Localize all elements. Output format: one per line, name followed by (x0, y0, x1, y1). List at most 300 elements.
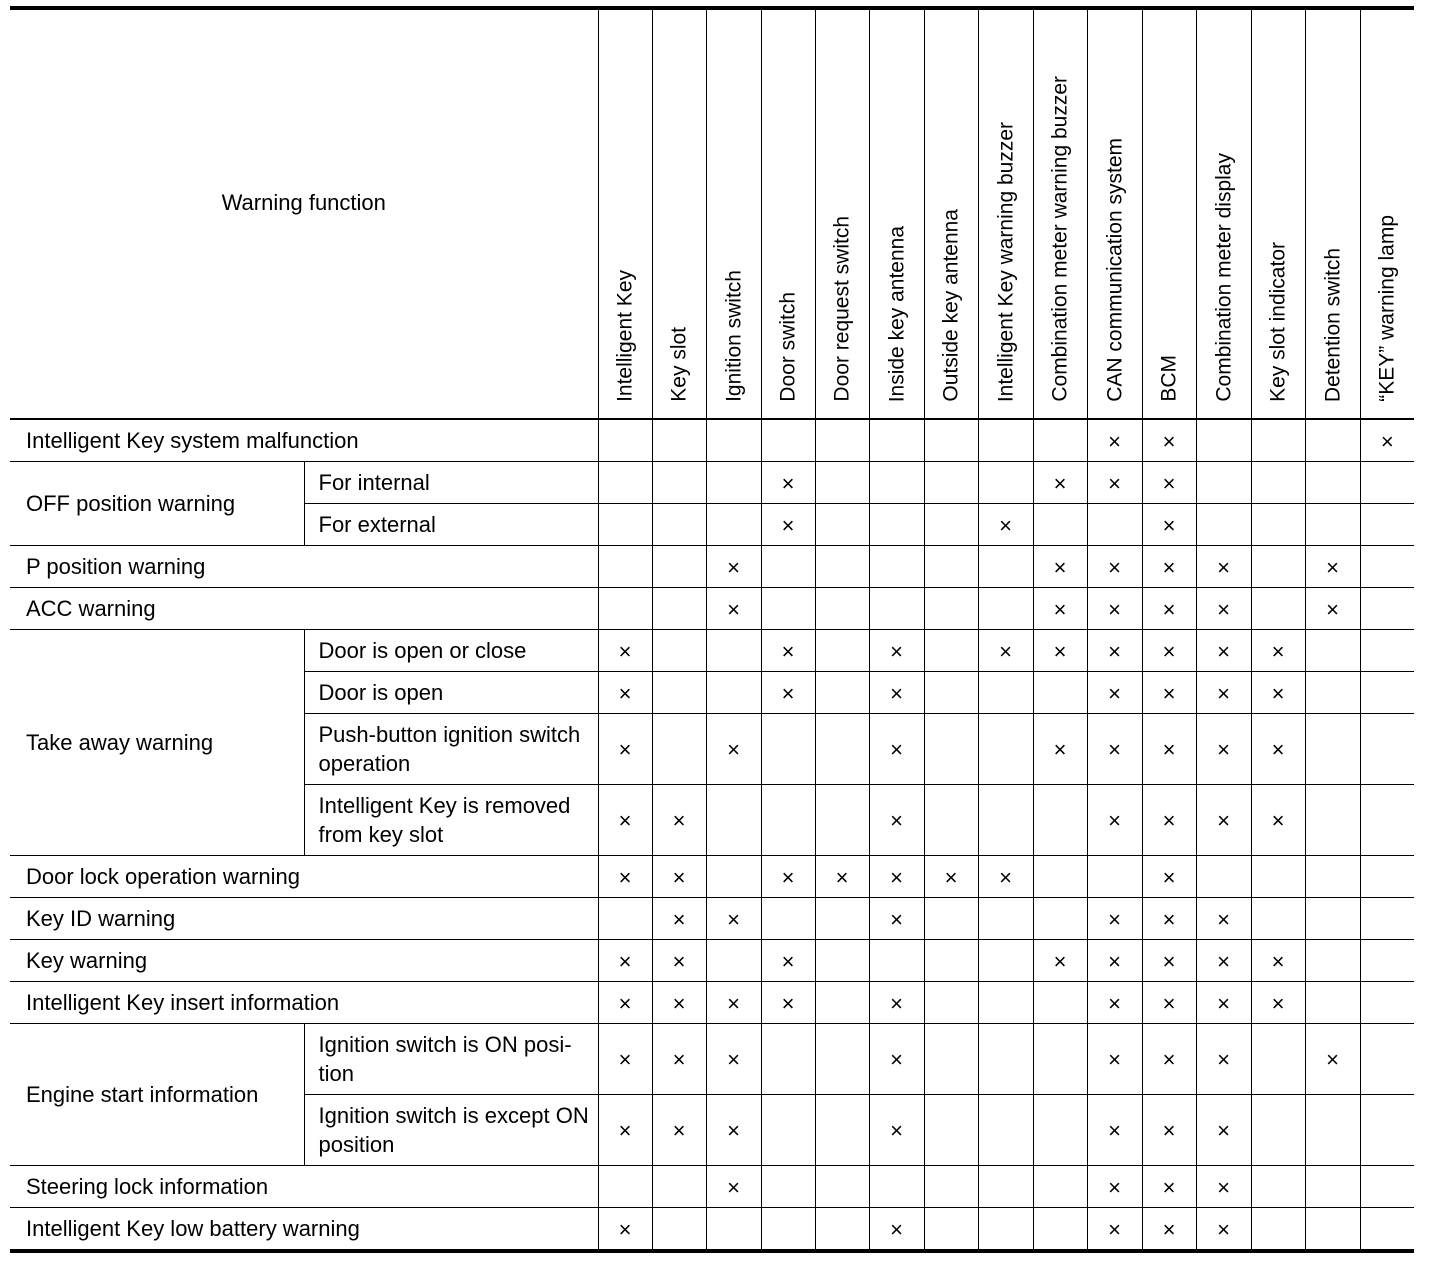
mark-cell (706, 1095, 761, 1166)
mark-cell (815, 1166, 869, 1208)
x-mark: × (1108, 680, 1121, 706)
mark-cell (652, 1024, 706, 1095)
mark-cell (1251, 714, 1305, 785)
mark-cell (978, 940, 1033, 982)
x-mark: × (781, 512, 795, 538)
x-mark: × (1108, 1216, 1121, 1242)
warning-function-name: Door lock operation warning (10, 856, 598, 898)
mark-cell (978, 714, 1033, 785)
mark-cell (1033, 1095, 1087, 1166)
mark-cell (1360, 672, 1414, 714)
x-mark: × (672, 1047, 686, 1072)
mark-cell (924, 504, 978, 546)
mark-cell (1087, 672, 1142, 714)
mark-cell (1196, 982, 1251, 1024)
warning-condition: Ignition switch is except ON position (304, 1095, 598, 1166)
mark-cell (978, 898, 1033, 940)
mark-cell (1360, 1095, 1414, 1166)
mark-cell (706, 630, 761, 672)
x-mark: × (1053, 554, 1067, 580)
mark-cell (924, 588, 978, 630)
mark-cell (869, 714, 924, 785)
mark-cell (1360, 1166, 1414, 1208)
mark-cell (1087, 856, 1142, 898)
mark-cell (1305, 785, 1360, 856)
x-mark: × (1162, 906, 1176, 932)
mark-cell (1305, 1208, 1360, 1252)
mark-cell (869, 504, 924, 546)
mark-cell (1251, 785, 1305, 856)
mark-cell (1142, 940, 1196, 982)
mark-cell (706, 1166, 761, 1208)
column-header-label: Combination meter warning buzzer (1048, 76, 1072, 402)
warning-function-name: ACC warning (10, 588, 598, 630)
x-mark: × (890, 737, 903, 762)
mark-cell (1033, 982, 1087, 1024)
mark-cell (869, 546, 924, 588)
mark-cell (815, 1208, 869, 1252)
mark-cell (1360, 462, 1414, 504)
mark-cell (1196, 588, 1251, 630)
mark-cell (598, 982, 652, 1024)
column-header-label: Outside key antenna (939, 209, 963, 402)
mark-cell (761, 1024, 815, 1095)
column-header-label: Combination meter display (1212, 153, 1235, 402)
mark-cell (1142, 1095, 1196, 1166)
mark-cell (869, 1208, 924, 1252)
mark-cell (1033, 714, 1087, 785)
mark-cell (598, 462, 652, 504)
column-header (869, 8, 924, 419)
table-body (10, 419, 1414, 1251)
x-mark: × (1108, 554, 1121, 580)
warning-condition: Ignition switch is ON posi-tion (304, 1024, 598, 1095)
mark-cell (869, 898, 924, 940)
x-mark: × (1162, 470, 1176, 496)
mark-cell (869, 940, 924, 982)
warning-function-table (10, 6, 1414, 1253)
mark-cell (1196, 714, 1251, 785)
mark-cell (761, 785, 815, 856)
x-mark: × (890, 864, 903, 890)
x-mark: × (727, 990, 740, 1016)
x-mark: × (890, 680, 903, 706)
warning-function-name: Engine start information (10, 1024, 304, 1166)
mark-cell (1305, 1166, 1360, 1208)
mark-cell (1033, 672, 1087, 714)
mark-cell (1305, 419, 1360, 462)
mark-cell (1196, 504, 1251, 546)
table-row (10, 1208, 1414, 1252)
mark-cell (706, 856, 761, 898)
mark-cell (924, 898, 978, 940)
mark-cell (815, 504, 869, 546)
mark-cell (761, 940, 815, 982)
mark-cell (978, 462, 1033, 504)
column-header (1360, 8, 1414, 419)
x-mark: × (890, 808, 903, 833)
mark-cell (1087, 714, 1142, 785)
mark-cell (598, 1095, 652, 1166)
x-mark: × (781, 680, 795, 706)
column-header (652, 8, 706, 419)
x-mark: × (1053, 470, 1067, 496)
table-row (10, 419, 1414, 462)
warning-condition: Push-button ignition switch operation (304, 714, 598, 785)
mark-cell (978, 630, 1033, 672)
mark-cell (815, 462, 869, 504)
mark-cell (924, 940, 978, 982)
mark-cell (706, 785, 761, 856)
table-row (10, 1166, 1414, 1208)
mark-cell (924, 785, 978, 856)
mark-cell (815, 714, 869, 785)
column-header-label: Ignition switch (722, 270, 745, 402)
mark-cell (1142, 1024, 1196, 1095)
x-mark: × (1271, 737, 1285, 762)
mark-cell (978, 1166, 1033, 1208)
mark-cell (1087, 898, 1142, 940)
mark-cell (1251, 982, 1305, 1024)
x-mark: × (672, 906, 686, 932)
x-mark: × (1108, 948, 1121, 974)
mark-cell (1087, 462, 1142, 504)
mark-cell (1033, 546, 1087, 588)
mark-cell (815, 940, 869, 982)
mark-cell (598, 785, 652, 856)
mark-cell (761, 1095, 815, 1166)
mark-cell (1033, 1024, 1087, 1095)
mark-cell (1033, 785, 1087, 856)
x-mark: × (1271, 948, 1285, 974)
x-mark: × (944, 864, 958, 890)
x-mark: × (1326, 596, 1339, 622)
mark-cell (924, 1166, 978, 1208)
mark-cell (1360, 504, 1414, 546)
warning-function-name: Intelligent Key insert information (10, 982, 598, 1024)
mark-cell (924, 982, 978, 1024)
warning-function-header: Warning function (10, 8, 598, 419)
mark-cell (1360, 1208, 1414, 1252)
mark-cell (815, 588, 869, 630)
mark-cell (1360, 898, 1414, 940)
mark-cell (1033, 588, 1087, 630)
x-mark: × (1053, 737, 1067, 762)
column-header (1142, 8, 1196, 419)
mark-cell (869, 588, 924, 630)
x-mark: × (890, 906, 903, 932)
x-mark: × (999, 512, 1012, 538)
mark-cell (652, 419, 706, 462)
x-mark: × (1108, 737, 1121, 762)
x-mark: × (1162, 737, 1176, 762)
mark-cell (869, 856, 924, 898)
x-mark: × (672, 864, 686, 890)
mark-cell (652, 1166, 706, 1208)
mark-cell (1087, 1095, 1142, 1166)
x-mark: × (1217, 1216, 1230, 1242)
mark-cell (1360, 785, 1414, 856)
x-mark: × (1217, 554, 1230, 580)
column-header (761, 8, 815, 419)
mark-cell (1305, 856, 1360, 898)
mark-cell (1196, 462, 1251, 504)
column-header (978, 8, 1033, 419)
x-mark: × (1162, 864, 1176, 890)
mark-cell (1087, 1166, 1142, 1208)
x-mark: × (781, 470, 795, 496)
x-mark: × (727, 596, 740, 622)
mark-cell (1360, 982, 1414, 1024)
x-mark: × (781, 864, 795, 890)
x-mark: × (1108, 1118, 1121, 1143)
x-mark: × (1271, 808, 1285, 833)
mark-cell (652, 898, 706, 940)
mark-cell (924, 856, 978, 898)
mark-cell (1033, 1166, 1087, 1208)
x-mark: × (618, 1047, 632, 1072)
mark-cell (1305, 504, 1360, 546)
mark-cell (924, 714, 978, 785)
mark-cell (652, 672, 706, 714)
mark-cell (652, 462, 706, 504)
warning-function-name: Key ID warning (10, 898, 598, 940)
mark-cell (598, 856, 652, 898)
mark-cell (598, 1024, 652, 1095)
mark-cell (1142, 856, 1196, 898)
mark-cell (978, 1095, 1033, 1166)
mark-cell (924, 1208, 978, 1252)
warning-condition: Intelligent Key is removed from key slot (304, 785, 598, 856)
mark-cell (706, 982, 761, 1024)
mark-cell (1360, 546, 1414, 588)
mark-cell (924, 419, 978, 462)
mark-cell (815, 672, 869, 714)
mark-cell (1305, 982, 1360, 1024)
mark-cell (924, 462, 978, 504)
mark-cell (1305, 940, 1360, 982)
mark-cell (706, 940, 761, 982)
x-mark: × (1162, 990, 1176, 1016)
x-mark: × (672, 948, 686, 974)
mark-cell (1087, 546, 1142, 588)
mark-cell (598, 898, 652, 940)
mark-cell (598, 940, 652, 982)
mark-cell (598, 672, 652, 714)
x-mark: × (1217, 737, 1230, 762)
mark-cell (978, 1024, 1033, 1095)
mark-cell (815, 1095, 869, 1166)
mark-cell (1033, 1208, 1087, 1252)
mark-cell (1251, 504, 1305, 546)
mark-cell (598, 1166, 652, 1208)
x-mark: × (1162, 512, 1176, 538)
x-mark: × (1271, 638, 1285, 664)
column-header (1305, 8, 1360, 419)
mark-cell (815, 982, 869, 1024)
mark-cell (978, 982, 1033, 1024)
warning-function-name: OFF position warning (10, 462, 304, 546)
mark-cell (1196, 898, 1251, 940)
x-mark: × (1108, 428, 1121, 454)
column-header-label: BCM (1157, 355, 1181, 402)
column-header-label: Door request switch (830, 216, 854, 402)
warning-function-name: Key warning (10, 940, 598, 982)
mark-cell (1087, 588, 1142, 630)
x-mark: × (618, 737, 632, 762)
mark-cell (706, 462, 761, 504)
x-mark: × (618, 864, 632, 890)
warning-function-name: Take away warning (10, 630, 304, 856)
mark-cell (869, 1166, 924, 1208)
mark-cell (924, 546, 978, 588)
mark-cell (1087, 630, 1142, 672)
x-mark: × (1053, 948, 1067, 974)
mark-cell (652, 785, 706, 856)
mark-cell (1360, 856, 1414, 898)
mark-cell (1251, 1208, 1305, 1252)
x-mark: × (618, 1216, 632, 1242)
x-mark: × (1162, 1216, 1176, 1242)
mark-cell (978, 588, 1033, 630)
x-mark: × (727, 906, 740, 932)
column-header (1196, 8, 1251, 419)
x-mark: × (781, 638, 795, 664)
mark-cell (1360, 630, 1414, 672)
mark-cell (978, 856, 1033, 898)
mark-cell (1033, 898, 1087, 940)
mark-cell (1142, 785, 1196, 856)
mark-cell (761, 462, 815, 504)
mark-cell (1196, 1095, 1251, 1166)
mark-cell (1360, 1024, 1414, 1095)
mark-cell (1251, 898, 1305, 940)
x-mark: × (1162, 1047, 1176, 1072)
x-mark: × (618, 990, 632, 1016)
mark-cell (1087, 785, 1142, 856)
mark-cell (761, 982, 815, 1024)
mark-cell (1033, 462, 1087, 504)
mark-cell (761, 630, 815, 672)
mark-cell (1305, 714, 1360, 785)
mark-cell (761, 1208, 815, 1252)
mark-cell (1251, 462, 1305, 504)
mark-cell (815, 630, 869, 672)
x-mark: × (1217, 906, 1230, 932)
mark-cell (1251, 856, 1305, 898)
x-mark: × (1162, 948, 1176, 974)
mark-cell (869, 1095, 924, 1166)
x-mark: × (1380, 428, 1394, 454)
mark-cell (598, 1208, 652, 1252)
x-mark: × (1326, 1047, 1339, 1072)
mark-cell (1087, 419, 1142, 462)
x-mark: × (672, 1118, 686, 1143)
mark-cell (1251, 1024, 1305, 1095)
mark-cell (1033, 856, 1087, 898)
mark-cell (815, 546, 869, 588)
mark-cell (978, 419, 1033, 462)
x-mark: × (1162, 554, 1176, 580)
mark-cell (652, 588, 706, 630)
mark-cell (1087, 504, 1142, 546)
x-mark: × (618, 680, 632, 706)
table-row (10, 630, 1414, 672)
x-mark: × (1162, 1118, 1176, 1143)
x-mark: × (1108, 1047, 1121, 1072)
mark-cell (598, 588, 652, 630)
mark-cell (706, 672, 761, 714)
mark-cell (761, 898, 815, 940)
warning-condition: For external (304, 504, 598, 546)
x-mark: × (1162, 1174, 1176, 1200)
warning-condition: For internal (304, 462, 598, 504)
mark-cell (1087, 1208, 1142, 1252)
mark-cell (924, 672, 978, 714)
x-mark: × (1053, 638, 1067, 664)
mark-cell (598, 419, 652, 462)
x-mark: × (1162, 428, 1176, 454)
mark-cell (1305, 1095, 1360, 1166)
mark-cell (652, 504, 706, 546)
table-row (10, 1024, 1414, 1095)
column-header (1251, 8, 1305, 419)
mark-cell (1251, 1095, 1305, 1166)
column-header (1033, 8, 1087, 419)
mark-cell (598, 546, 652, 588)
x-mark: × (999, 638, 1012, 664)
mark-cell (761, 504, 815, 546)
header-row (10, 8, 1414, 419)
table-row (10, 856, 1414, 898)
mark-cell (652, 546, 706, 588)
warning-function-name: P position warning (10, 546, 598, 588)
x-mark: × (672, 990, 686, 1016)
mark-cell (706, 419, 761, 462)
mark-cell (815, 898, 869, 940)
x-mark: × (1108, 596, 1121, 622)
mark-cell (1196, 785, 1251, 856)
mark-cell (706, 588, 761, 630)
table-row (10, 546, 1414, 588)
mark-cell (1360, 714, 1414, 785)
mark-cell (1142, 462, 1196, 504)
column-header-label: Key slot (667, 327, 691, 402)
mark-cell (1305, 462, 1360, 504)
x-mark: × (1108, 470, 1121, 496)
mark-cell (869, 630, 924, 672)
mark-cell (706, 714, 761, 785)
x-mark: × (1108, 638, 1121, 664)
mark-cell (1251, 940, 1305, 982)
warning-function-name: Steering lock information (10, 1166, 598, 1208)
x-mark: × (1217, 596, 1230, 622)
x-mark: × (1162, 596, 1176, 622)
mark-cell (1142, 504, 1196, 546)
mark-cell (1305, 546, 1360, 588)
mark-cell (761, 856, 815, 898)
mark-cell (869, 785, 924, 856)
mark-cell (1142, 714, 1196, 785)
mark-cell (706, 546, 761, 588)
mark-cell (1251, 1166, 1305, 1208)
x-mark: × (1271, 990, 1285, 1016)
mark-cell (598, 714, 652, 785)
mark-cell (652, 714, 706, 785)
x-mark: × (1217, 990, 1230, 1016)
mark-cell (1142, 982, 1196, 1024)
mark-cell (1142, 1166, 1196, 1208)
